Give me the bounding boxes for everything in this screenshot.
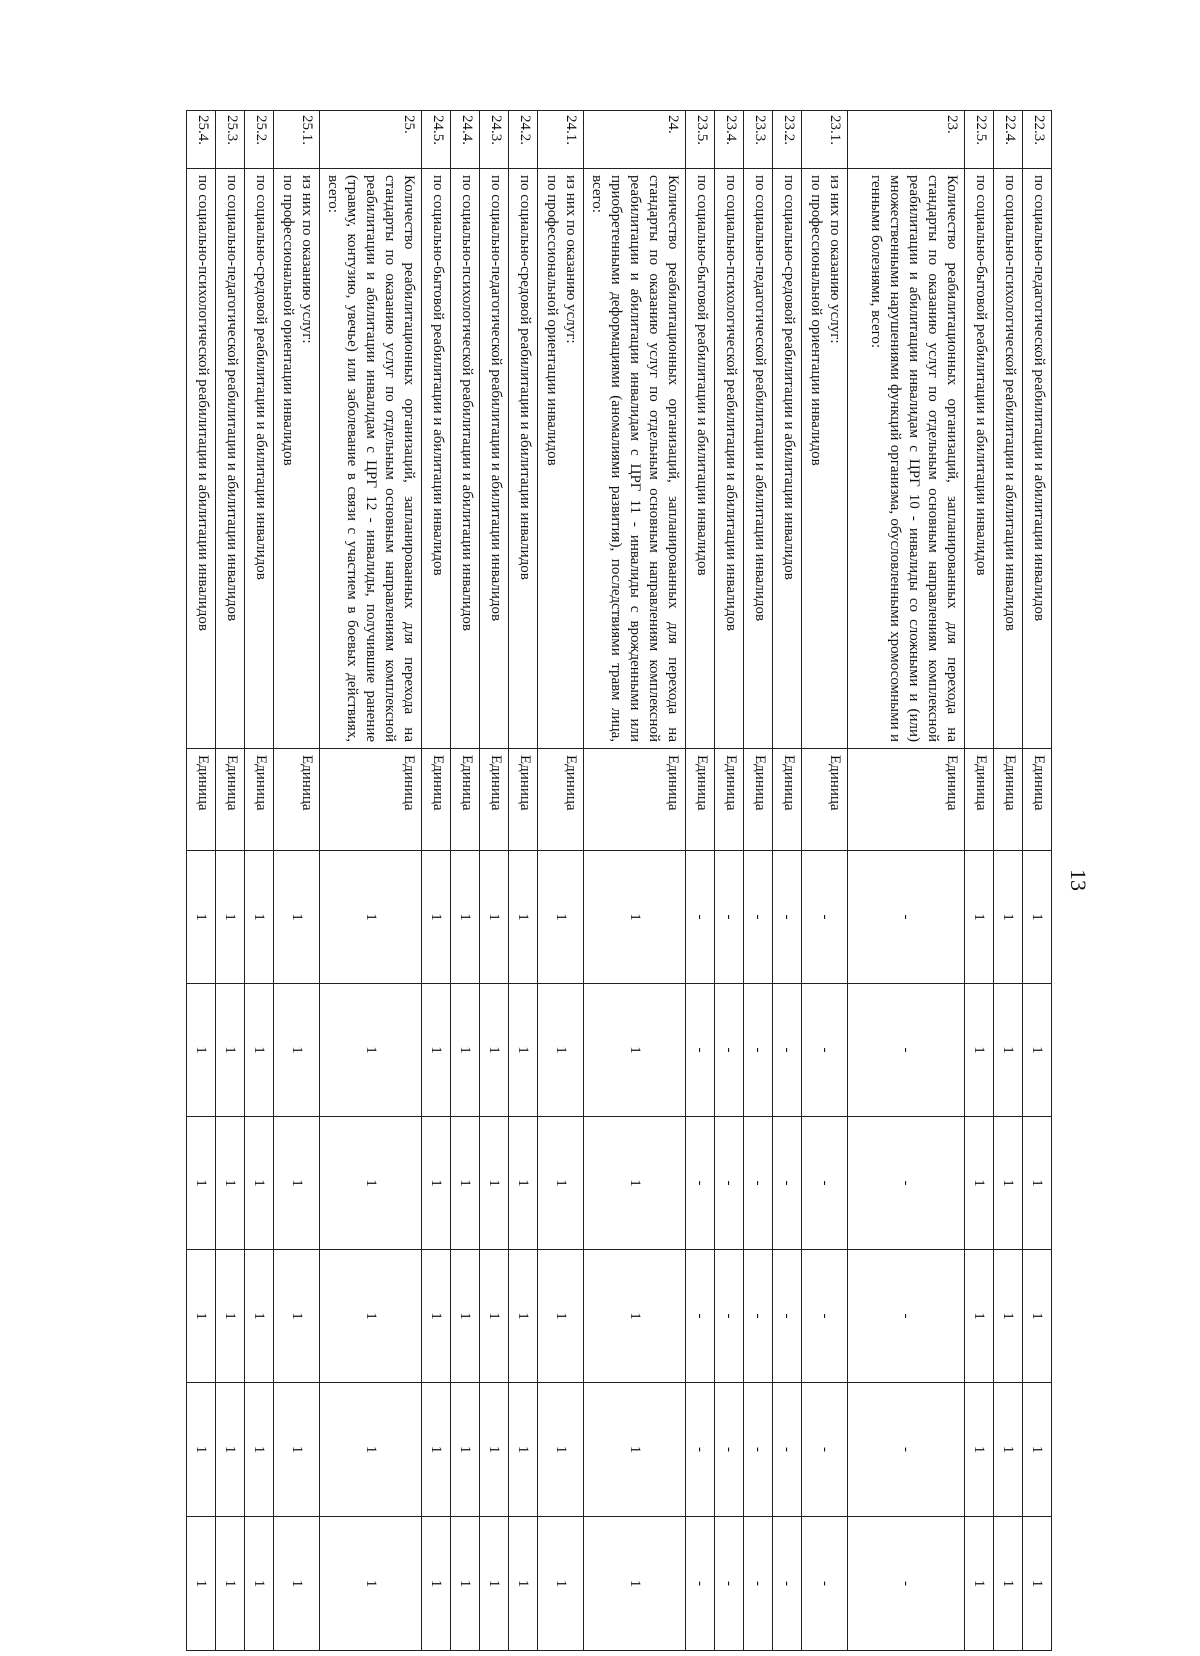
row-description: по социально-средовой реабилитации и абилитации инвалидов	[773, 169, 802, 749]
row-number: 25.1.	[274, 111, 320, 169]
row-value: -	[848, 1117, 965, 1250]
row-value: 1	[1023, 1383, 1052, 1517]
row-value: 1	[245, 1250, 274, 1383]
table-row	[994, 111, 1023, 1651]
row-description: Количество реабилитационных организаций, запланированных для перехода на стандарты по оказанию услуг по отдельным основным направлениям комплексной реабилитации и абилитации инвалидам с ЦРГ 10 - инвалиды со сложными и (или) множественными нарушениями функций организма, обусловленными хромосомными и генными болезнями, всего:	[848, 169, 965, 749]
row-number: 22.4.	[994, 111, 1023, 169]
row-value: -	[744, 851, 773, 984]
row-value: 1	[451, 1517, 480, 1651]
indicators-table	[186, 110, 1052, 1651]
row-value: -	[686, 851, 715, 984]
row-description: по социально-психологической реабилитации и абилитации инвалидов	[715, 169, 744, 749]
row-number: 22.3.	[1023, 111, 1052, 169]
row-value: -	[715, 1383, 744, 1517]
row-unit: Единица	[451, 749, 480, 851]
row-value: 1	[422, 984, 451, 1117]
row-unit: Единица	[187, 749, 216, 851]
row-number: 23.2.	[773, 111, 802, 169]
row-value: 1	[187, 1383, 216, 1517]
row-value: -	[744, 1383, 773, 1517]
row-description: по социально-бытовой реабилитации и абилитации инвалидов	[686, 169, 715, 749]
row-unit: Единица	[422, 749, 451, 851]
row-value: -	[686, 1517, 715, 1651]
row-value: -	[715, 1250, 744, 1383]
row-value: 1	[994, 1383, 1023, 1517]
row-value: -	[848, 1383, 965, 1517]
row-value: 1	[216, 1117, 245, 1250]
row-value: 1	[584, 984, 686, 1117]
table-row	[187, 111, 216, 1651]
row-unit: Единица	[584, 749, 686, 851]
row-value: 1	[274, 1117, 320, 1250]
table-row	[274, 111, 320, 1651]
row-value: 1	[538, 1383, 584, 1517]
table-row	[1023, 111, 1052, 1651]
row-value: 1	[584, 1117, 686, 1250]
row-value: 1	[245, 1517, 274, 1651]
row-value: 1	[480, 1117, 509, 1250]
row-value: 1	[965, 1117, 994, 1250]
row-unit: Единица	[480, 749, 509, 851]
row-value: -	[802, 984, 848, 1117]
row-value: 1	[274, 1383, 320, 1517]
table-row	[715, 111, 744, 1651]
row-value: -	[848, 1517, 965, 1651]
row-value: 1	[965, 984, 994, 1117]
row-value: -	[715, 1517, 744, 1651]
table-row	[744, 111, 773, 1651]
row-value: 1	[451, 1250, 480, 1383]
row-value: -	[802, 1383, 848, 1517]
row-value: -	[773, 851, 802, 984]
table-row	[848, 111, 965, 1651]
row-value: 1	[994, 984, 1023, 1117]
row-number: 25.4.	[187, 111, 216, 169]
row-number: 23.4.	[715, 111, 744, 169]
row-description: из них по оказанию услуг: по профессиональной ориентации инвалидов	[274, 169, 320, 749]
row-description: Количество реабилитационных организаций, запланированных для перехода на стандарты по оказанию услуг по отдельным основным направлениям комплексной реабилитации и абилитации инвалидам с ЦРГ 12 - инвалиды, получившие ранение (травму, контузию, увечье) или заболевание в связи с участием в боевых действиях, всего:	[320, 169, 422, 749]
row-value: -	[686, 1117, 715, 1250]
row-value: 1	[965, 1517, 994, 1651]
row-value: 1	[187, 851, 216, 984]
row-number: 23.3.	[744, 111, 773, 169]
row-value: 1	[509, 1383, 538, 1517]
row-value: 1	[480, 984, 509, 1117]
row-value: 1	[994, 1117, 1023, 1250]
row-description: из них по оказанию услуг: по профессиональной ориентации инвалидов	[802, 169, 848, 749]
row-number: 23.	[848, 111, 965, 169]
row-value: -	[773, 1383, 802, 1517]
row-value: 1	[320, 851, 422, 984]
row-unit: Единица	[216, 749, 245, 851]
row-value: -	[715, 851, 744, 984]
table-row	[422, 111, 451, 1651]
page-number: 13	[1066, 869, 1091, 891]
row-description: по социально-педагогической реабилитации и абилитации инвалидов	[744, 169, 773, 749]
row-value: 1	[480, 1517, 509, 1651]
row-description: Количество реабилитационных организаций, запланированных для перехода на стандарты по оказанию услуг по отдельным основным направлениям комплексной реабилитации и абилитации инвалидам с ЦРГ 11 - инвалиды с врожденными или приобретенными деформациями (аномалиями развития), последствиями травм лица, всего:	[584, 169, 686, 749]
table-row	[320, 111, 422, 1651]
row-description: из них по оказанию услуг: по профессиональной ориентации инвалидов	[538, 169, 584, 749]
row-description: по социально-средовой реабилитации и абилитации инвалидов	[245, 169, 274, 749]
row-value: -	[715, 984, 744, 1117]
row-value: 1	[1023, 851, 1052, 984]
table-row	[216, 111, 245, 1651]
row-value: 1	[245, 1117, 274, 1250]
row-value: -	[773, 1250, 802, 1383]
row-value: 1	[216, 851, 245, 984]
row-number: 24.2.	[509, 111, 538, 169]
row-description: по социально-психологической реабилитации и абилитации инвалидов	[994, 169, 1023, 749]
row-unit: Единица	[848, 749, 965, 851]
row-value: -	[686, 1383, 715, 1517]
table-row	[480, 111, 509, 1651]
row-value: -	[848, 984, 965, 1117]
row-description: по социально-психологической реабилитации и абилитации инвалидов	[451, 169, 480, 749]
row-unit: Единица	[773, 749, 802, 851]
row-unit: Единица	[715, 749, 744, 851]
row-value: 1	[1023, 1250, 1052, 1383]
row-description: по социально-бытовой реабилитации и абилитации инвалидов	[965, 169, 994, 749]
row-value: -	[773, 1517, 802, 1651]
row-value: 1	[451, 1383, 480, 1517]
row-value: 1	[274, 984, 320, 1117]
row-value: -	[744, 984, 773, 1117]
row-value: -	[744, 1117, 773, 1250]
row-value: 1	[480, 851, 509, 984]
row-value: 1	[320, 1250, 422, 1383]
row-value: 1	[584, 1383, 686, 1517]
row-description: по социально-педагогической реабилитации и абилитации инвалидов	[216, 169, 245, 749]
row-value: 1	[584, 1517, 686, 1651]
row-unit: Единица	[245, 749, 274, 851]
row-number: 24.	[584, 111, 686, 169]
row-value: 1	[245, 1383, 274, 1517]
row-value: -	[686, 984, 715, 1117]
row-unit: Единица	[744, 749, 773, 851]
row-value: -	[773, 1117, 802, 1250]
row-number: 24.4.	[451, 111, 480, 169]
row-value: 1	[187, 984, 216, 1117]
row-value: 1	[965, 851, 994, 984]
row-number: 23.5.	[686, 111, 715, 169]
row-value: 1	[538, 1250, 584, 1383]
row-value: 1	[320, 1117, 422, 1250]
row-value: 1	[451, 984, 480, 1117]
row-value: 1	[216, 1250, 245, 1383]
row-value: 1	[274, 1250, 320, 1383]
row-description: по социально-средовой реабилитации и абилитации инвалидов	[509, 169, 538, 749]
row-value: 1	[216, 984, 245, 1117]
row-value: 1	[994, 1517, 1023, 1651]
row-unit: Единица	[1023, 749, 1052, 851]
table-row	[686, 111, 715, 1651]
row-unit: Единица	[994, 749, 1023, 851]
row-description: по социально-психологической реабилитации и абилитации инвалидов	[187, 169, 216, 749]
rotated-page-content	[116, 110, 1092, 1650]
row-value: 1	[216, 1517, 245, 1651]
row-value: 1	[965, 1383, 994, 1517]
row-value: 1	[538, 1117, 584, 1250]
row-value: -	[744, 1250, 773, 1383]
row-unit: Единица	[686, 749, 715, 851]
table-row	[245, 111, 274, 1651]
row-value: 1	[422, 1117, 451, 1250]
row-value: 1	[187, 1250, 216, 1383]
row-value: 1	[538, 1517, 584, 1651]
row-value: -	[715, 1117, 744, 1250]
row-value: 1	[538, 984, 584, 1117]
row-value: -	[802, 1250, 848, 1383]
row-value: 1	[509, 1117, 538, 1250]
row-value: 1	[994, 851, 1023, 984]
row-value: 1	[320, 1383, 422, 1517]
row-value: 1	[216, 1383, 245, 1517]
row-number: 24.1.	[538, 111, 584, 169]
row-value: 1	[245, 984, 274, 1117]
row-number: 25.	[320, 111, 422, 169]
row-value: -	[773, 984, 802, 1117]
row-value: 1	[965, 1250, 994, 1383]
row-unit: Единица	[320, 749, 422, 851]
row-value: 1	[509, 984, 538, 1117]
row-value: 1	[422, 1383, 451, 1517]
row-value: 1	[422, 1517, 451, 1651]
row-value: 1	[1023, 1517, 1052, 1651]
table-row	[451, 111, 480, 1651]
row-description: по социально-бытовой реабилитации и абилитации инвалидов	[422, 169, 451, 749]
row-value: -	[802, 1517, 848, 1651]
table-row	[965, 111, 994, 1651]
row-value: 1	[187, 1517, 216, 1651]
row-value: -	[686, 1250, 715, 1383]
row-value: 1	[451, 1117, 480, 1250]
row-unit: Единица	[274, 749, 320, 851]
row-value: 1	[480, 1250, 509, 1383]
row-description: по социально-педагогической реабилитации и абилитации инвалидов	[480, 169, 509, 749]
row-unit: Единица	[802, 749, 848, 851]
row-value: -	[848, 851, 965, 984]
row-value: -	[848, 1250, 965, 1383]
row-value: 1	[1023, 1117, 1052, 1250]
row-unit: Единица	[509, 749, 538, 851]
row-number: 25.3.	[216, 111, 245, 169]
row-value: 1	[422, 851, 451, 984]
row-value: 1	[320, 1517, 422, 1651]
table-row	[802, 111, 848, 1651]
row-value: 1	[538, 851, 584, 984]
row-value: 1	[451, 851, 480, 984]
row-value: 1	[1023, 984, 1052, 1117]
row-number: 24.3.	[480, 111, 509, 169]
row-number: 23.1.	[802, 111, 848, 169]
table-row	[584, 111, 686, 1651]
row-value: 1	[320, 984, 422, 1117]
row-number: 24.5.	[422, 111, 451, 169]
row-value: 1	[187, 1117, 216, 1250]
table-row	[538, 111, 584, 1651]
row-value: 1	[584, 1250, 686, 1383]
row-value: -	[802, 1117, 848, 1250]
table-row	[509, 111, 538, 1651]
row-unit: Единица	[538, 749, 584, 851]
row-value: 1	[274, 851, 320, 984]
row-value: 1	[994, 1250, 1023, 1383]
row-value: -	[802, 851, 848, 984]
row-value: 1	[509, 1250, 538, 1383]
row-value: 1	[422, 1250, 451, 1383]
row-number: 22.5.	[965, 111, 994, 169]
row-value: 1	[584, 851, 686, 984]
table-row	[773, 111, 802, 1651]
row-value: 1	[509, 1517, 538, 1651]
row-value: 1	[509, 851, 538, 984]
row-value: -	[744, 1517, 773, 1651]
row-unit: Единица	[965, 749, 994, 851]
table-body	[187, 111, 1052, 1651]
row-number: 25.2.	[245, 111, 274, 169]
row-description: по социально-педагогической реабилитации и абилитации инвалидов	[1023, 169, 1052, 749]
row-value: 1	[245, 851, 274, 984]
row-value: 1	[274, 1517, 320, 1651]
row-value: 1	[480, 1383, 509, 1517]
